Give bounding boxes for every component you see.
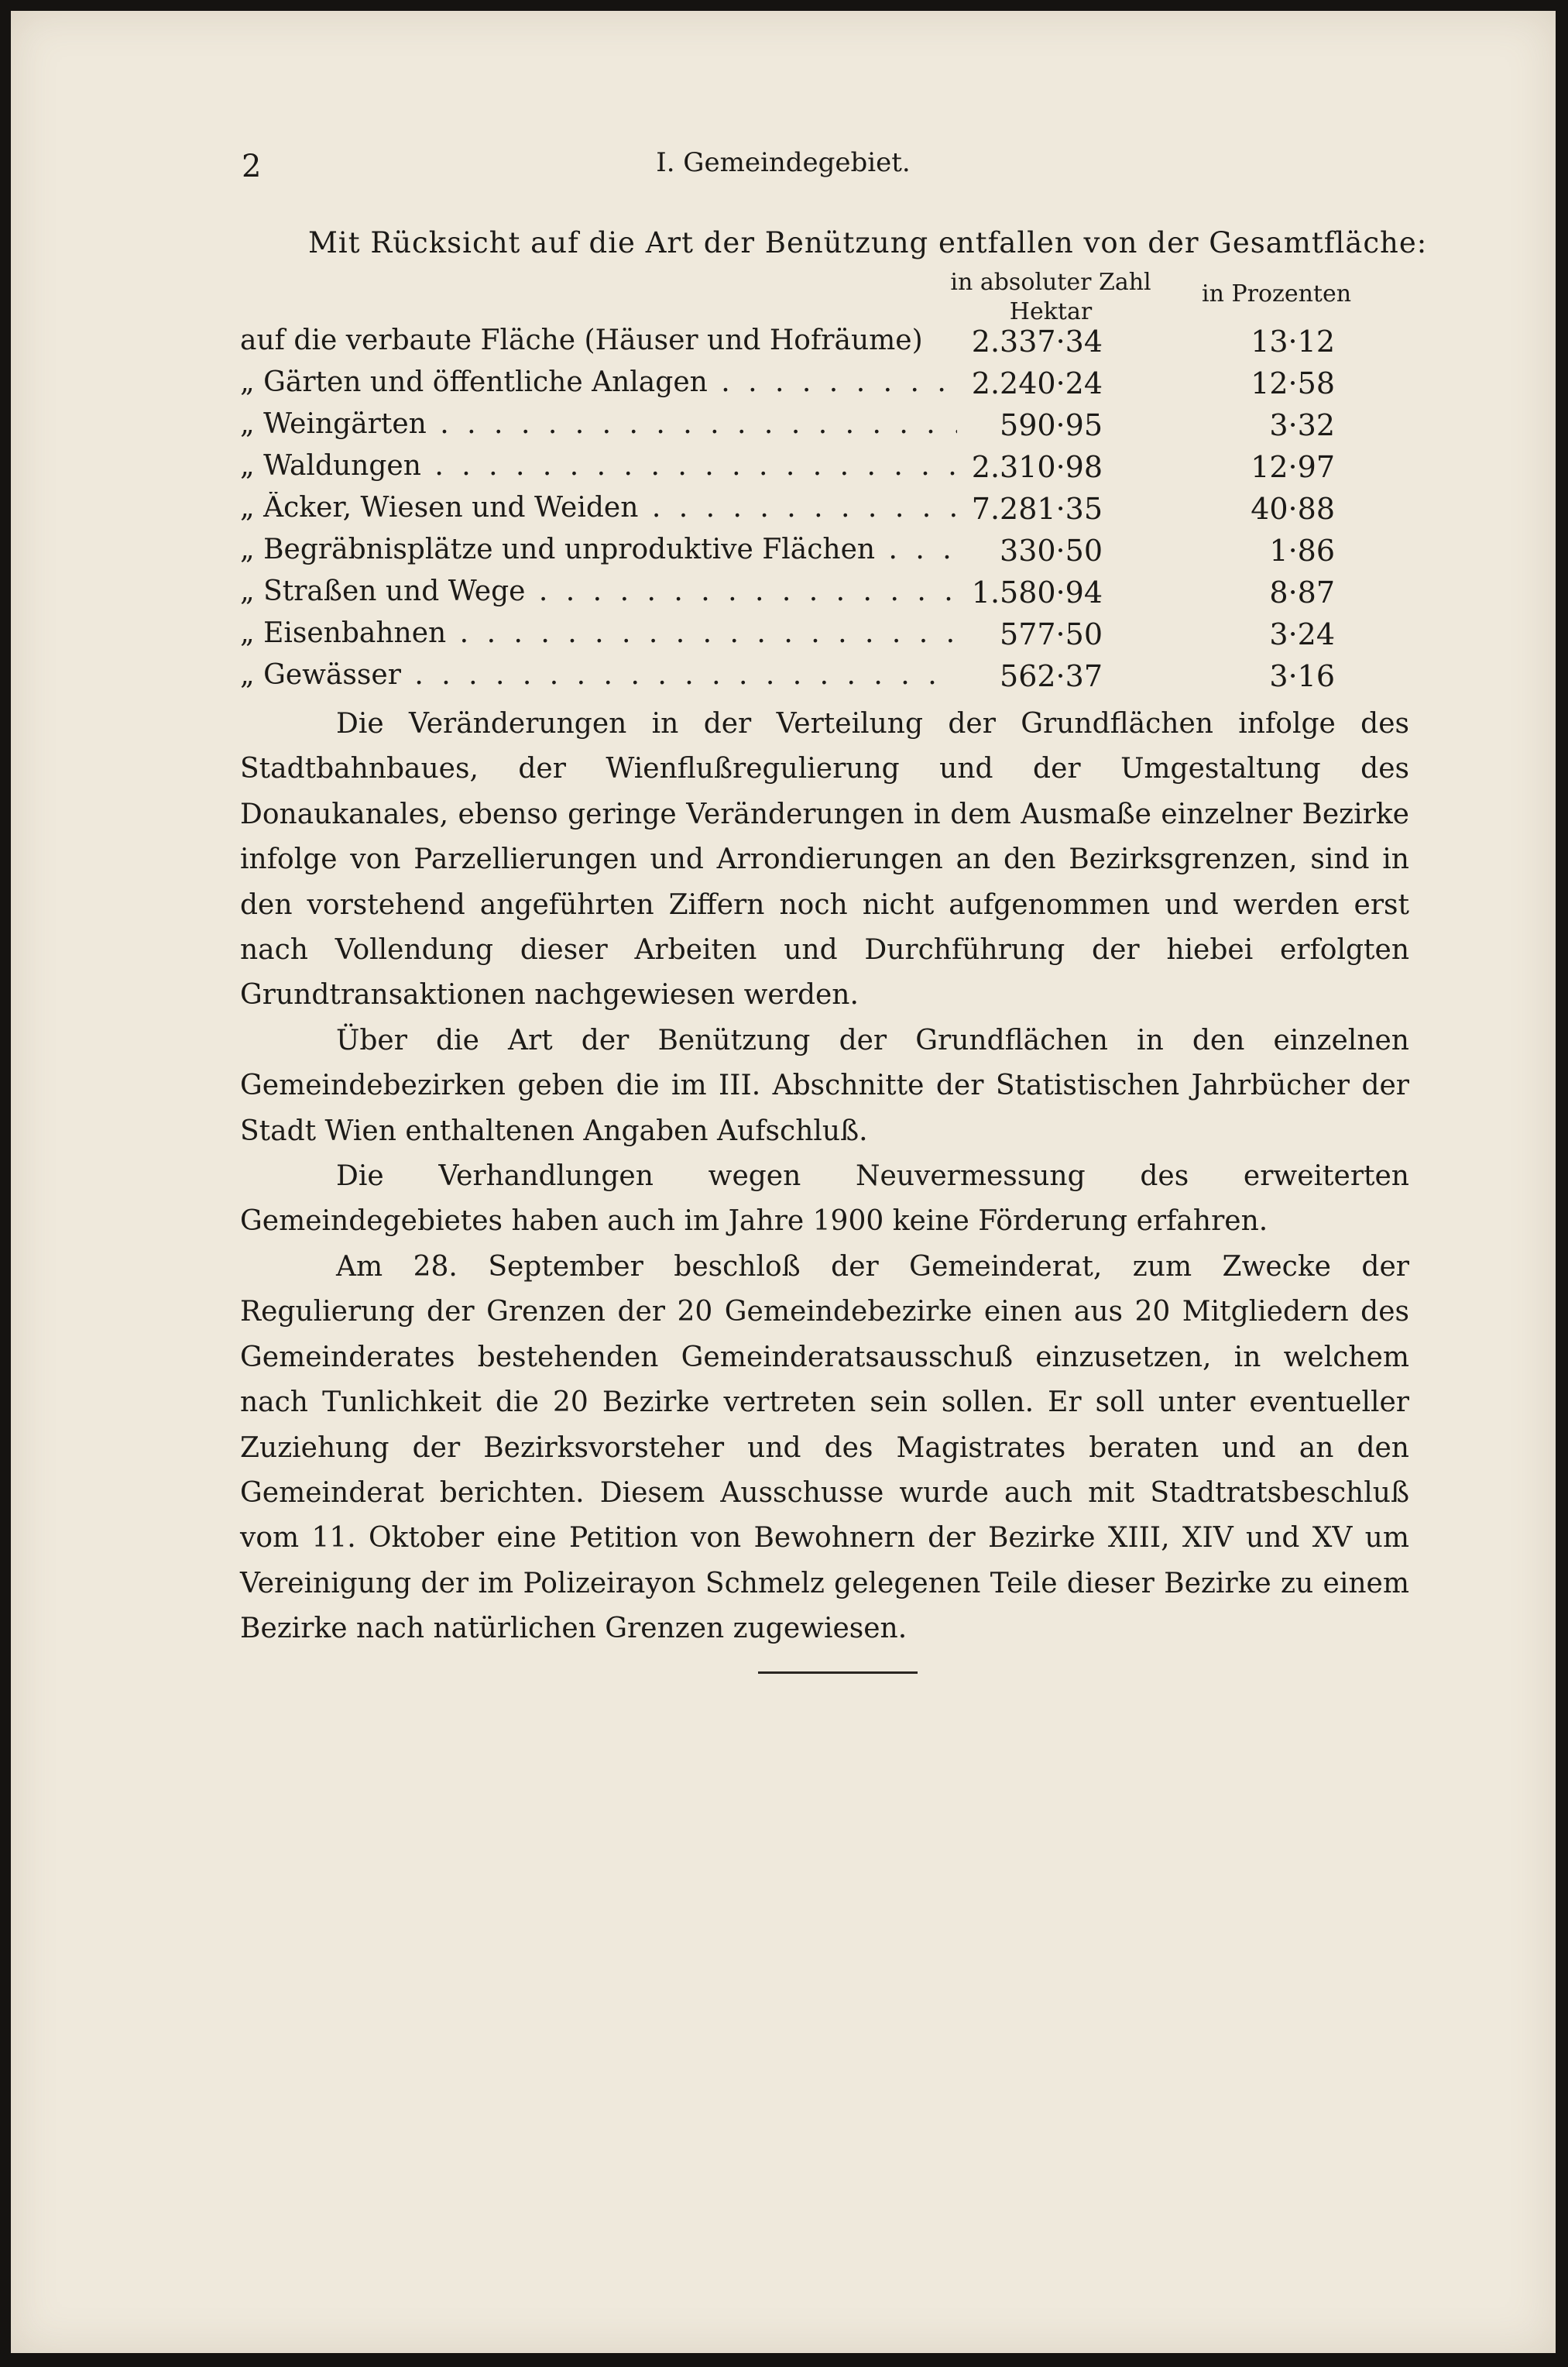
row-label: „ Eisenbahnen . . .: [240, 617, 957, 649]
row-percent-value: 1·86: [1269, 534, 1335, 568]
row-label: „ Gewässer . . .: [240, 659, 957, 691]
row-label: „ Waldungen . . .: [240, 450, 957, 482]
row-percent-value: 3·16: [1269, 659, 1335, 693]
row-absolute-value: 1.580·94: [971, 575, 1103, 610]
row-percent-value: 13·12: [1251, 325, 1335, 359]
row-absolute-value: 590·95: [1000, 408, 1103, 442]
row-absolute-value: 2.240·24: [971, 366, 1103, 400]
row-absolute-value: 2.310·98: [971, 450, 1103, 484]
running-title: I. Gemeindegebiet.: [656, 147, 911, 178]
table-row: [11, 617, 1556, 659]
table-row: [11, 325, 1556, 366]
paragraph: Die Verhandlungen wegen Neuvermessung des erweiterten Gemeindegebietes haben auch im Jahre 1900 keine Förderung erfahren.: [240, 1160, 1409, 1238]
table-row: [11, 408, 1556, 450]
paragraph: Die Veränderungen in der Verteilung der Grundflächen infolge des Stadtbahnbaues, der Wienflußregulierung und der Umgestaltung des Donaukanales, ebenso geringe Veränderungen in dem Ausmaße einzelner Bezirke infolge von Parzellierungen und Arrondierungen an den Bezirksgrenzen, sind in den vorstehend angeführten Ziffern noch nicht aufgenommen und werden erst nach Vollendung dieser Arbeiten und Durchführung der hiebei erfolgten Grundtransaktionen nachgewiesen werden.: [240, 708, 1409, 1012]
row-label: „ Äcker, Wiesen und Weiden . . .: [240, 492, 957, 524]
document-page: [11, 11, 1556, 2353]
row-label: „ Straßen und Wege . . .: [240, 575, 957, 607]
table-row: [11, 534, 1556, 575]
table-row: [11, 366, 1556, 408]
row-percent-value: 40·88: [1251, 492, 1335, 526]
page-number: 2: [242, 149, 262, 184]
column-header-absolute: in absoluter Zahl Hektar: [950, 269, 1151, 325]
column-header-percent: in Prozenten: [1202, 280, 1352, 307]
table-row: [11, 659, 1556, 701]
row-absolute-value: 330·50: [1000, 534, 1103, 568]
row-percent-value: 3·24: [1269, 617, 1335, 651]
row-label: „ Weingärten . . .: [240, 408, 957, 440]
row-absolute-value: 562·37: [1000, 659, 1103, 693]
paragraph: Über die Art der Benützung der Grundflächen in den einzelnen Gemeindebezirken geben die im III. Abschnitte der Statistischen Jahrbücher der Stadt Wien enthaltenen Angaben Aufschluß.: [240, 1024, 1409, 1147]
table-intro: Mit Rücksicht auf die Art der Benützung entfallen von der Gesamtfläche:: [308, 226, 1428, 259]
row-absolute-value: 2.337·34: [971, 325, 1103, 359]
row-absolute-value: 577·50: [1000, 617, 1103, 651]
row-percent-value: 12·97: [1251, 450, 1335, 484]
body-text: [240, 702, 1409, 1652]
row-label: „ Gärten und öffentliche Anlagen . . .: [240, 366, 957, 398]
table-row: [11, 575, 1556, 617]
row-percent-value: 12·58: [1251, 366, 1335, 400]
table-row: [11, 492, 1556, 534]
section-end-rule: [758, 1671, 918, 1674]
row-label: „ Begräbnisplätze und unproduktive Flächen . . .: [240, 534, 957, 565]
table-row: [11, 450, 1556, 492]
row-percent-value: 3·32: [1269, 408, 1335, 442]
paragraph: Am 28. September beschloß der Gemeinderat, zum Zwecke der Regulierung der Grenzen der 20 Gemeindebezirke einen aus 20 Mitgliedern des Gemeinderates bestehenden Gemeinderatsausschuß einzusetzen, in welchem nach Tunlichkeit die 20 Bezirke vertreten sein sollen. Er soll unter eventueller Zuziehung der Bezirksvorsteher und des Magistrates beraten und an den Gemeinderat berichten. Diesem Ausschusse wurde auch mit Stadtratsbeschluß vom 11. Oktober eine Petition von Bewohnern der Bezirke XIII, XIV und XV um Vereinigung der im Polizeirayon Schmelz gelegenen Teile dieser Bezirke zu einem Bezirke nach natürlichen Grenzen zugewiesen.: [240, 1250, 1409, 1645]
row-absolute-value: 7.281·35: [971, 492, 1103, 526]
row-percent-value: 8·87: [1269, 575, 1335, 610]
row-label: auf die verbaute Fläche (Häuser und Hofräume): [240, 325, 923, 356]
